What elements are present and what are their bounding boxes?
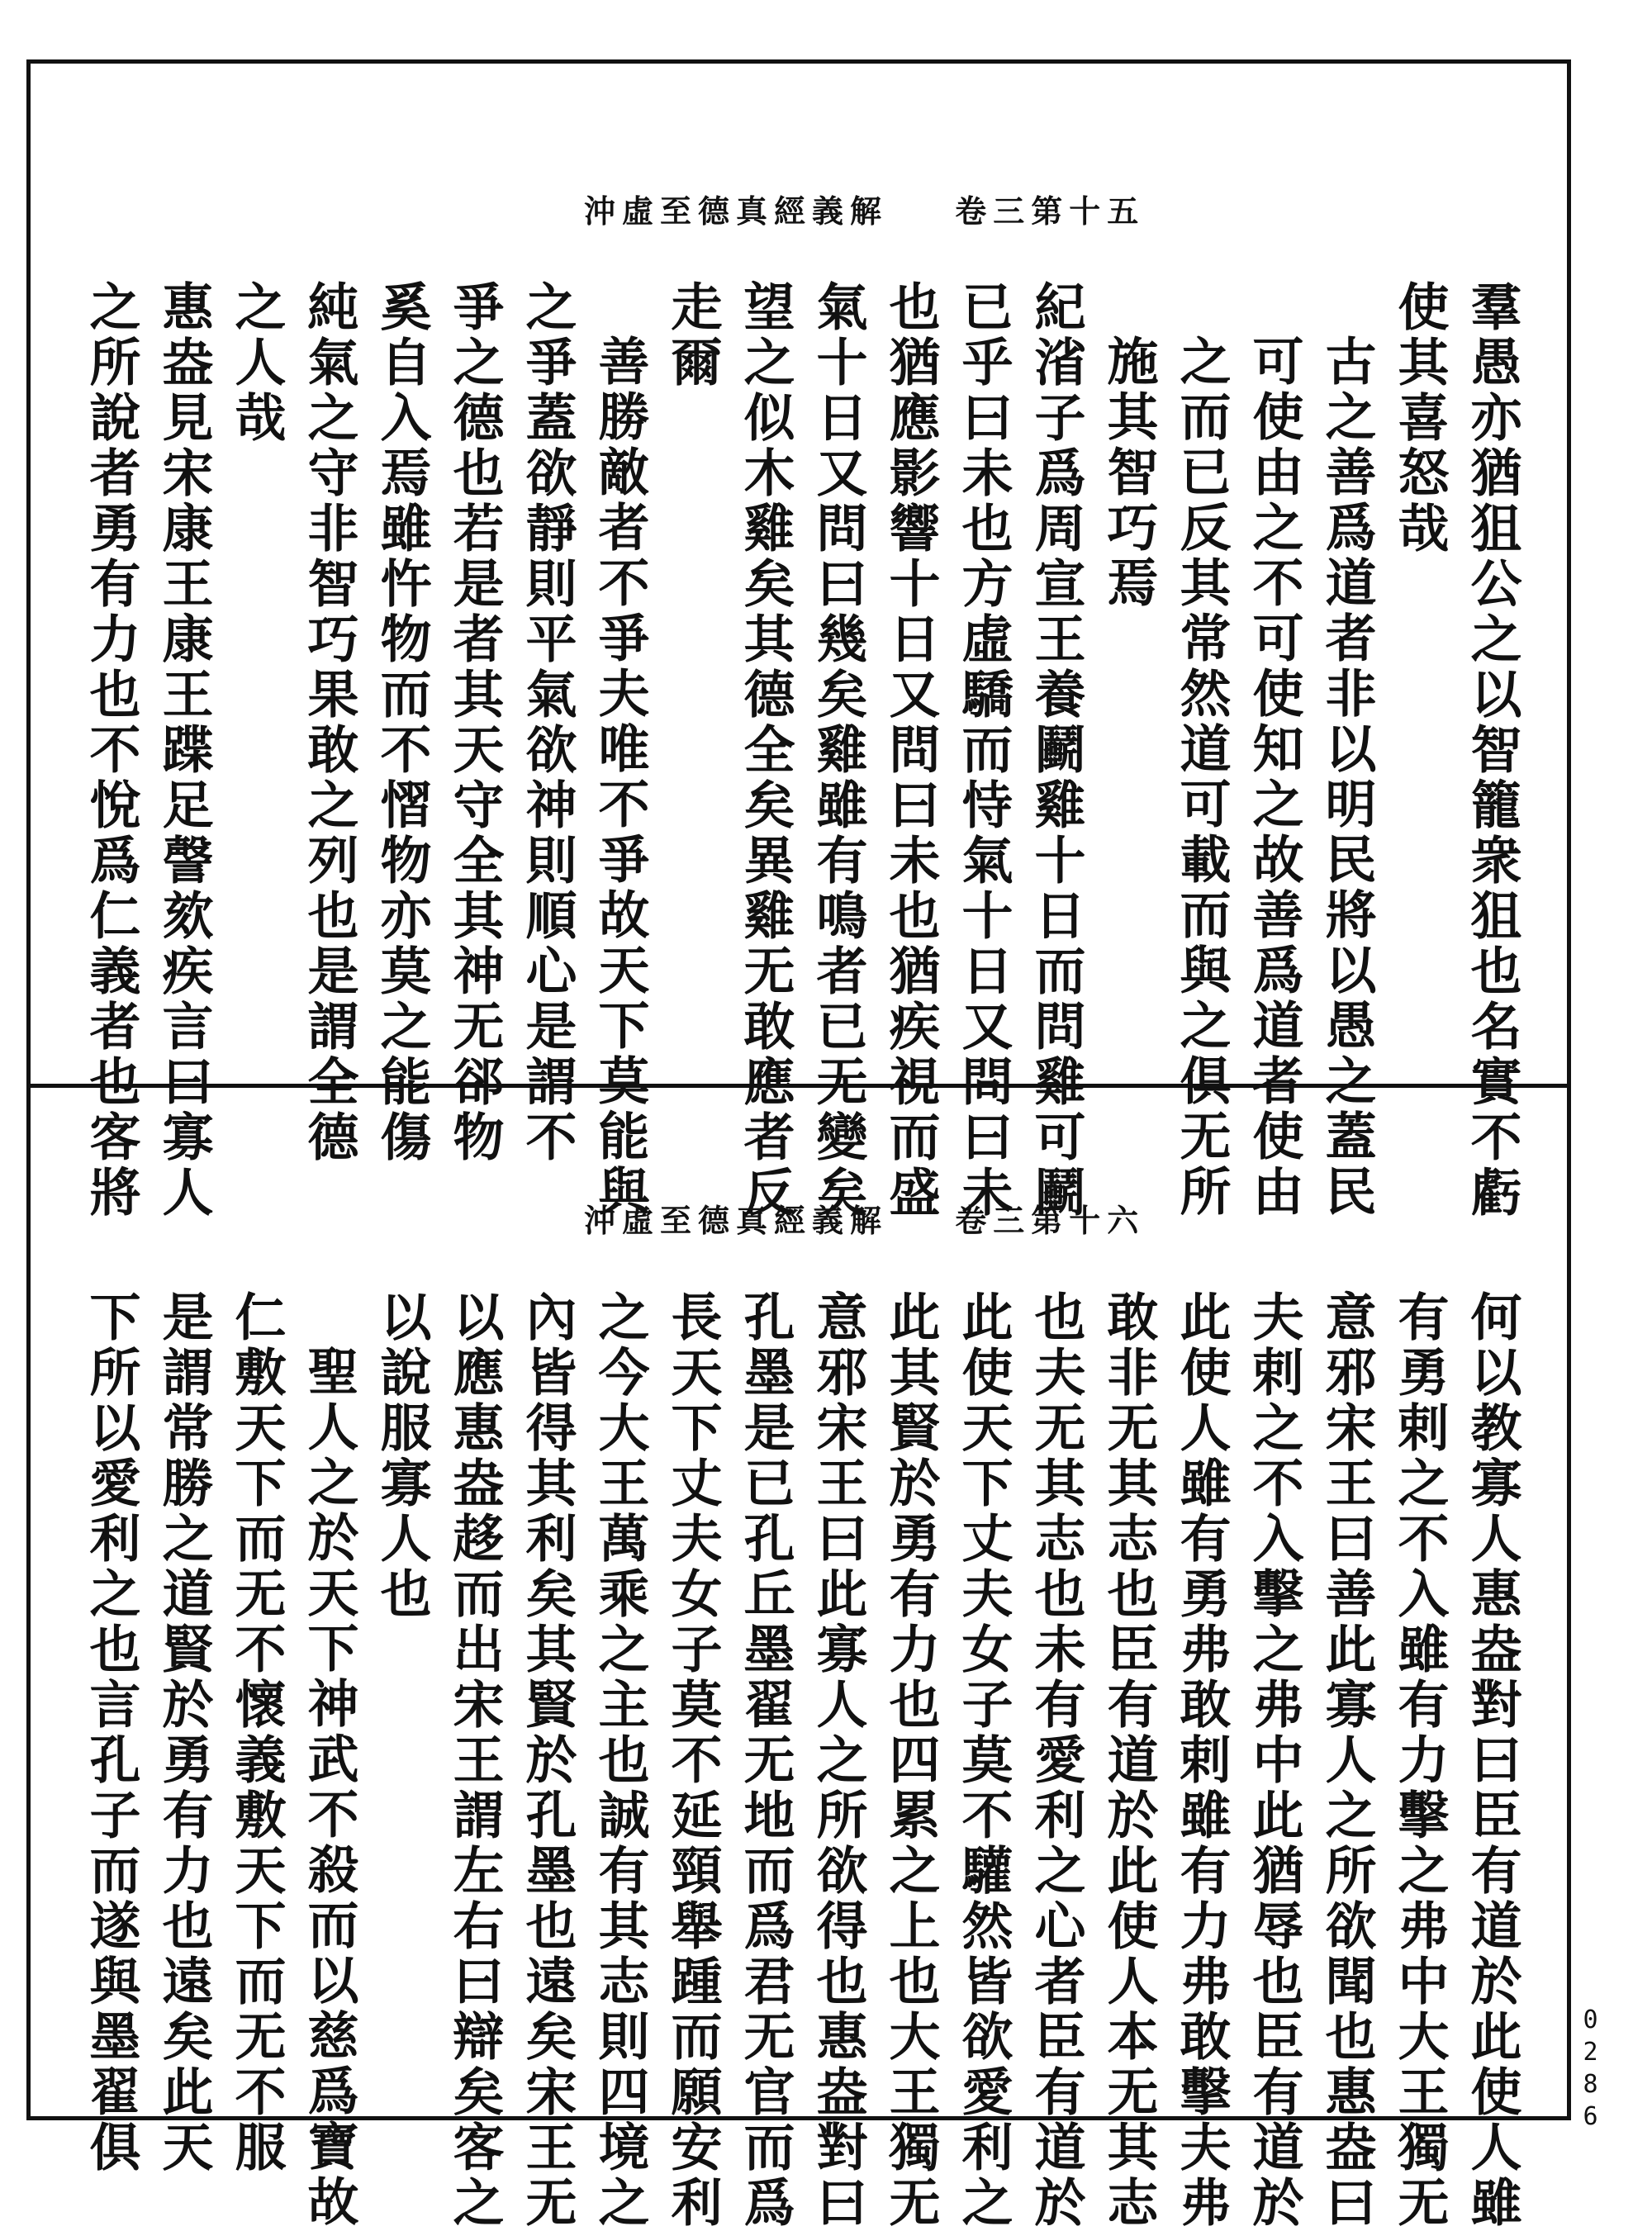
text-column: 走爾	[662, 280, 723, 391]
page-number: 0286	[1576, 2006, 1605, 2134]
top-header	[584, 186, 1145, 231]
text-column: 敢非无其志也臣有道於此使人本无其志	[1099, 1290, 1159, 2231]
text-column: 長天下丈夫女子莫不延頸舉踵而願安利	[662, 1290, 723, 2231]
text-column: 也猶應影響十日又問曰未也猶疾視而盛	[881, 280, 941, 1221]
top-header-title: 沖虛至德真經義解	[584, 192, 889, 230]
text-column: 望之似木雞矣其德全矣異雞无敢應者反	[735, 280, 795, 1221]
text-column: 氣十日又問曰幾矣雞雖有鳴者已无變矣	[808, 280, 868, 1221]
top-columns	[64, 280, 1522, 1221]
text-column: 下所以愛利之也言孔子而遂與墨翟俱	[81, 1290, 141, 2176]
text-column: 可使由之不可使知之故善爲道者使由	[1244, 335, 1304, 1220]
bottom-header-section: 卷三第十六	[955, 1202, 1146, 1239]
text-column: 此使天下丈夫女子莫不驩然皆欲愛利之	[953, 1290, 1014, 2231]
text-column: 意邪宋王曰此寡人之所欲得也惠盎對曰	[808, 1290, 868, 2231]
bottom-header	[584, 1195, 1145, 1241]
text-column: 已乎曰未也方虛驕而恃氣十日又問曰未	[953, 280, 1014, 1221]
text-column: 此使人雖有勇弗敢剌雖有力弗敢擊夫弗	[1171, 1290, 1232, 2231]
text-column: 仁敷天下而无不懷義敷天下而无不服	[226, 1290, 287, 2176]
text-column: 何以教寡人惠盎對曰臣有道於此使人雖	[1462, 1290, 1522, 2231]
text-column: 惠盎見宋康王康王蹀足謦欬疾言曰寡人	[154, 280, 214, 1221]
text-column: 奚自入焉雖忤物而不慴物亦莫之能傷	[372, 280, 432, 1165]
text-column: 施其智巧焉	[1099, 335, 1159, 611]
text-column: 紀渻子爲周宣王養鬬雞十日而問雞可鬬	[1026, 280, 1086, 1221]
text-column: 爭之德也若是者其天守全其神无郤物	[444, 280, 505, 1165]
text-column: 善勝敵者不爭夫唯不爭故天下莫能與	[590, 335, 650, 1220]
text-column: 內皆得其利矣其賢於孔墨也遠矣宋王无	[517, 1290, 577, 2231]
text-column: 之人哉	[226, 280, 287, 446]
bottom-columns	[64, 1290, 1522, 2231]
page-frame	[26, 59, 1571, 2231]
text-column: 有勇剌之不入雖有力擊之弗中大王獨无	[1389, 1290, 1450, 2231]
text-column: 夫剌之不入擊之弗中此猶辱也臣有道於	[1244, 1290, 1304, 2231]
text-column: 之爭蓋欲靜則平氣欲神則順心是謂不	[517, 280, 577, 1165]
top-header-section: 卷三第十五	[955, 192, 1146, 230]
text-column: 此其賢於勇有力也四累之上也大王獨无	[881, 1290, 941, 2231]
text-column: 羣愚亦猶狙公之以智籠衆狙也名實不虧	[1462, 280, 1522, 1221]
text-column: 之今大王萬乘之主也誠有其志則四境之	[590, 1290, 650, 2231]
bottom-header-title: 沖虛至德真經義解	[584, 1202, 889, 1239]
text-column: 以說服寡人也	[372, 1290, 432, 1622]
bottom-panel	[31, 1088, 1567, 2231]
text-column: 是謂常勝之道賢於勇有力也遠矣此天	[154, 1290, 214, 2176]
text-column: 也夫无其志也未有愛利之心者臣有道於	[1026, 1290, 1086, 2231]
text-column: 孔墨是已孔丘墨翟无地而爲君无官而爲	[735, 1290, 795, 2231]
text-column: 意邪宋王曰善此寡人之所欲聞也惠盎曰	[1317, 1290, 1377, 2231]
text-column: 之而已反其常然道可載而與之俱无所	[1171, 335, 1232, 1220]
text-column: 之所說者勇有力也不悅爲仁義者也客將	[81, 280, 141, 1221]
text-column: 使其喜怒哉	[1389, 280, 1450, 557]
text-column: 聖人之於天下神武不殺而以慈爲寶故	[299, 1345, 359, 2230]
text-column: 純氣之守非智巧果敢之列也是謂全德	[299, 280, 359, 1165]
text-column: 以應惠盎趍而出宋王謂左右曰辯矣客之	[444, 1290, 505, 2231]
text-column: 古之善爲道者非以明民將以愚之蓋民	[1317, 335, 1377, 1220]
